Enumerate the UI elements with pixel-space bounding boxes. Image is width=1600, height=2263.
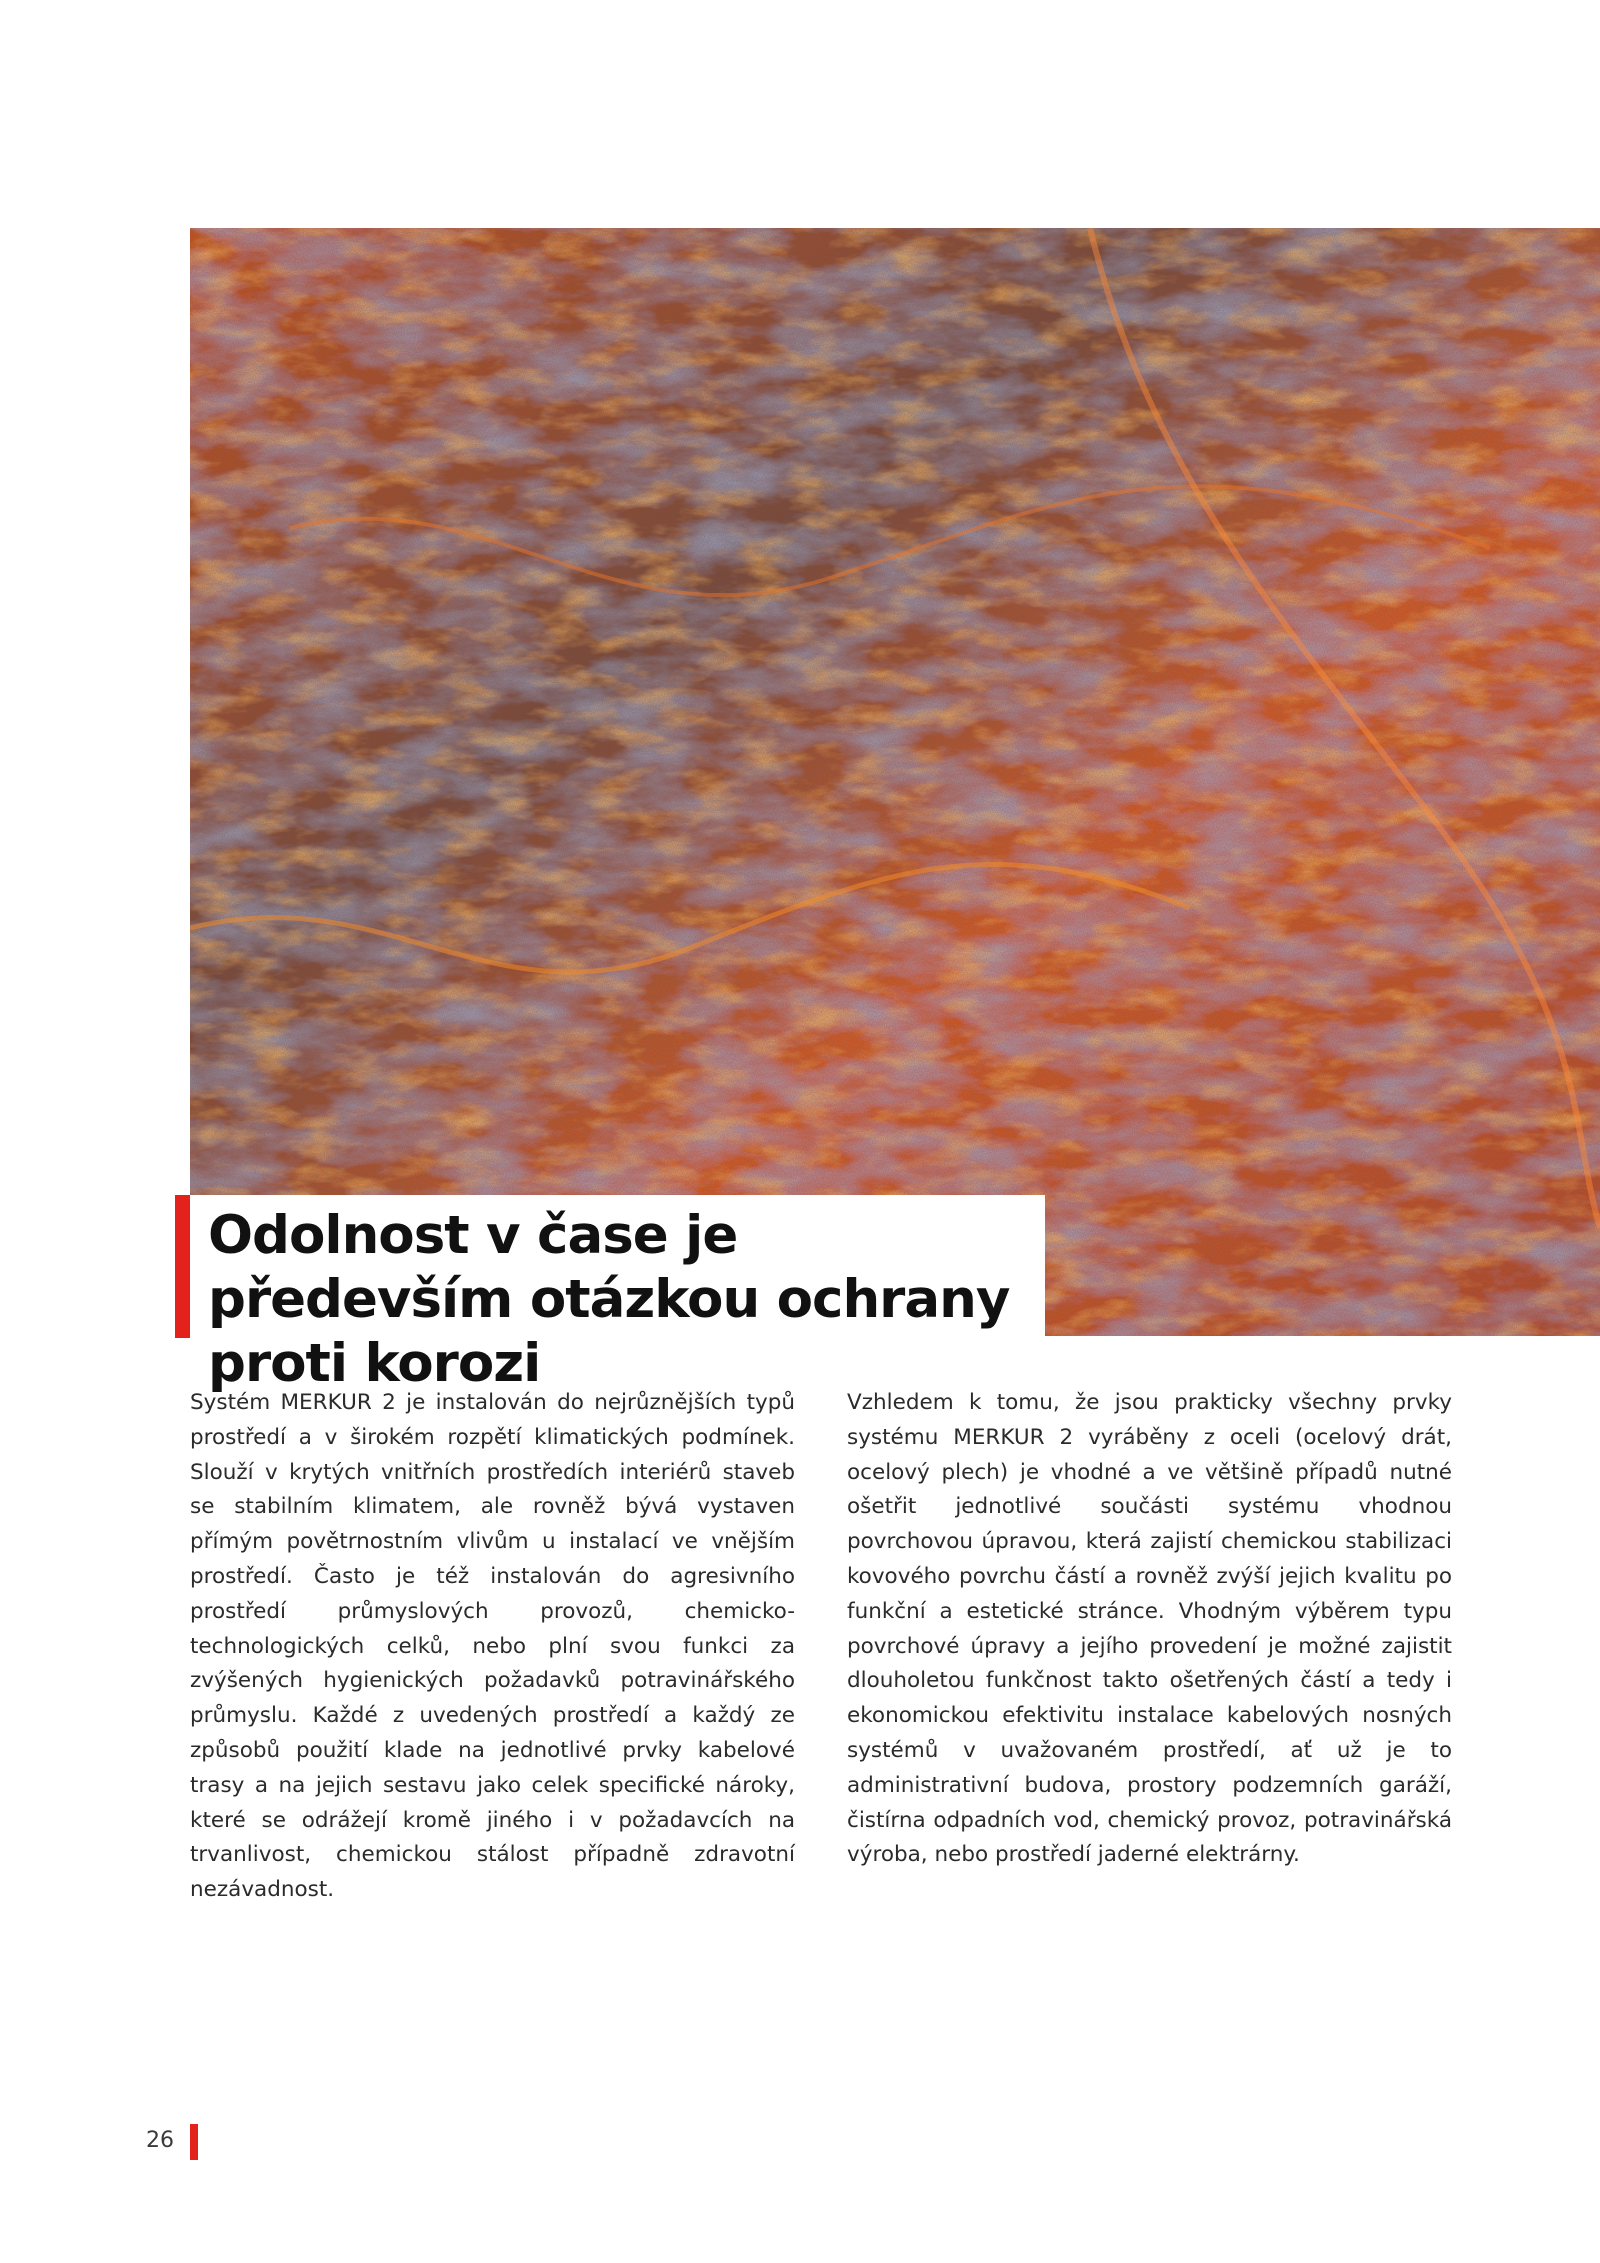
- hero-image-corrosion: [190, 228, 1600, 1336]
- page-number-accent-bar: [190, 2124, 198, 2160]
- body-text-left-column: Systém MERKUR 2 je instalován do nejrůznějších typů prostředí a v širokém rozpětí klimatických podmínek. Slouží v krytých vnitřních prostředích interiérů staveb se stabilním klimatem, ale rovněž bývá vystaven přímým povětrnostním vlivům u instalací ve vnějším prostředí. Často je též instalován do agresivního prostředí průmyslových provozů, chemicko-technologických celků, nebo plní svou funkci za zvýšených hygienických požadavků potravinářského průmyslu. Každé z uvedených prostředí a každý ze způsobů použití klade na jednotlivé prvky kabelové trasy a na jejich sestavu jako celek specifické nároky, které se odrážejí kromě jiného i v požadavcích na trvanlivost, chemickou stálost případně zdravotní nezávadnost.: [190, 1390, 795, 1903]
- article-title: Odolnost v čase je především otázkou ochrany proti korozi: [208, 1205, 1010, 1394]
- page-number: 26: [146, 2128, 174, 2153]
- title-block: [175, 1195, 1045, 1394]
- title-accent-bar: [175, 1195, 190, 1338]
- body-text-right-column: Vzhledem k tomu, že jsou prakticky všechny prvky systému MERKUR 2 vyráběny z oceli (ocelový drát, ocelový plech) je vhodné a ve většině případů nutné ošetřit jednotlivé součásti systému vhodnou povrchovou úpravou, která zajistí chemickou stabilizaci kovového povrchu částí a rovněž zvýší jejich kvalitu po funkční a estetické stránce. Vhodným výběrem typu povrchové úpravy a jejího provedení je možné zajistit dlouholetou funkčnost takto ošetřených částí a tedy i ekonomickou efektivitu instalace kabelových nosných systémů v uvažovaném prostředí, ať už je to administrativní budova, prostory podzemních garáží, čistírna odpadních vod, chemický provoz, potravinářská výroba, nebo prostředí jaderné elektrárny.: [847, 1390, 1452, 1868]
- corrosion-texture: [190, 228, 1600, 1336]
